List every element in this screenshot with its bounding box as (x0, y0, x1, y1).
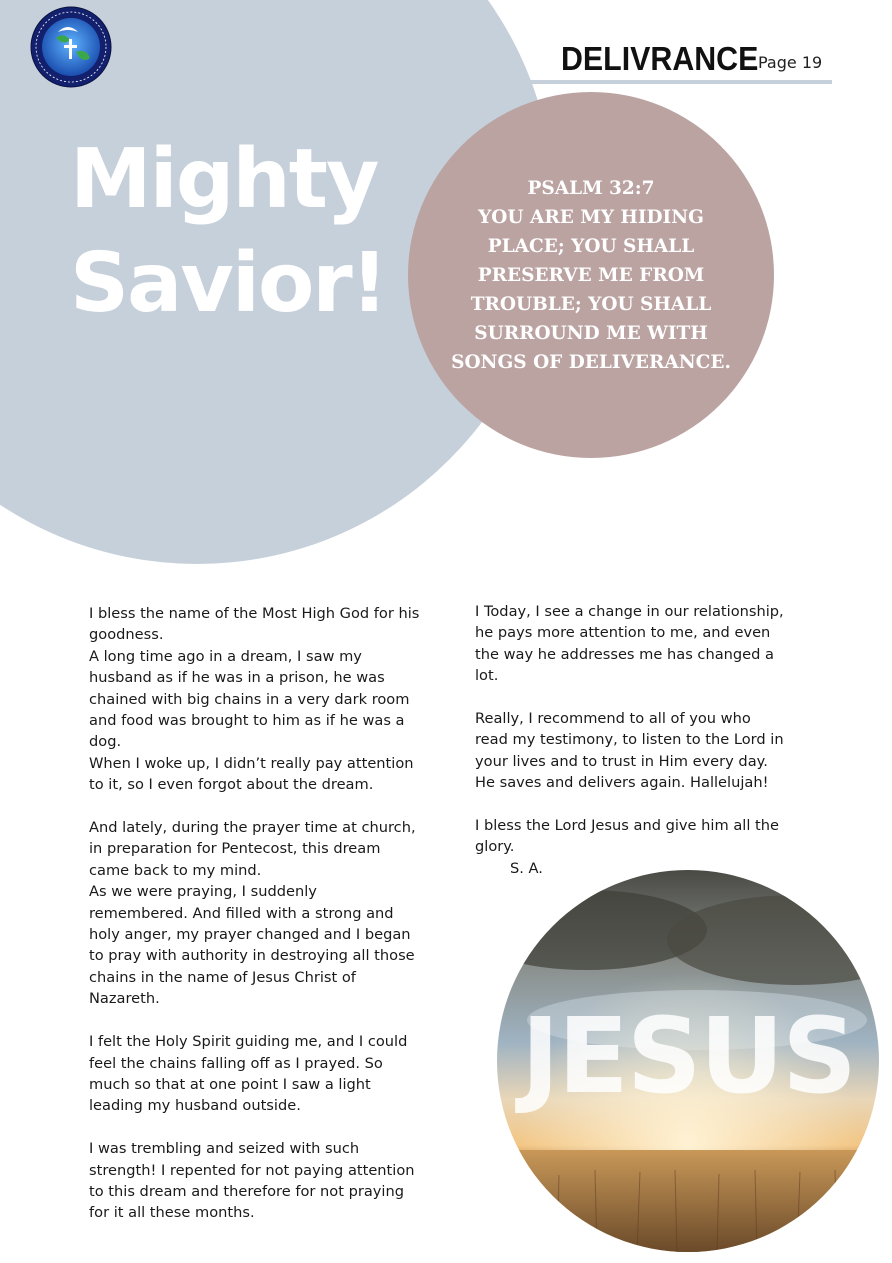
body-text-line: I Today, I see a change in our relationship, (475, 603, 784, 620)
body-text-line: And lately, during the prayer time at church, (89, 819, 416, 837)
body-text-line: goodness. (89, 626, 164, 644)
body-text-line: He saves and delivers again. Hallelujah! (475, 774, 769, 792)
body-text-line: feel the chains falling off as I prayed. So (89, 1054, 383, 1072)
paragraph-gap (89, 796, 449, 817)
body-text-line: to it, so I even forgot about the dream. (89, 776, 374, 794)
jesus-sky-image (497, 870, 879, 1252)
paragraph-gap (89, 1010, 449, 1031)
body-text-line: leading my husband outside. (89, 1097, 301, 1115)
paragraph-gap (475, 794, 835, 815)
jesus-word: JESUS (521, 995, 855, 1117)
body-text-line: glory. (475, 838, 515, 856)
testimony-right-column (475, 601, 835, 879)
hero-line-2: Savior! (70, 236, 387, 331)
body-text-line: I was trembling and seized with such (89, 1140, 360, 1158)
section-title: DELIVRANCE (561, 40, 759, 77)
psalm-reference: PSALM 32:7 (527, 178, 655, 199)
church-logo (28, 6, 114, 88)
psalm-line: SURROUND ME WITH (474, 323, 708, 344)
body-text-line: Nazareth. (89, 990, 160, 1008)
body-text-line: When I woke up, I didn’t really pay attention (89, 754, 414, 772)
body-text-line: read my testimony, to listen to the Lord in (475, 731, 784, 749)
psalm-line: PLACE; YOU SHALL (487, 236, 695, 257)
body-text-line: to pray with authority in destroying all those (89, 947, 415, 965)
body-text-line: strength! I repented for not paying attention (89, 1161, 415, 1179)
body-text-line: in preparation for Pentecost, this dream (89, 840, 381, 858)
hero-line-1: Mighty (70, 132, 378, 227)
body-text-line: I bless the name of the Most High God for his (89, 605, 420, 622)
body-text-line: I bless the Lord Jesus and give him all the (475, 817, 779, 835)
signature: S. A. (510, 859, 543, 877)
body-text-line: chains in the name of Jesus Christ of (89, 968, 356, 986)
body-text-line: much so that at one point I saw a light (89, 1075, 371, 1093)
right-column-lines (475, 601, 835, 858)
body-text-line: Really, I recommend to all of you who (475, 710, 751, 728)
body-text-line: lot. (475, 667, 499, 685)
body-text-line: came back to my mind. (89, 861, 262, 879)
body-text-line: for it all these months. (89, 1204, 255, 1222)
paragraph-gap (475, 687, 835, 708)
body-text-line: the way he addresses me has changed a (475, 645, 774, 663)
body-text-line: I felt the Holy Spirit guiding me, and I could (89, 1033, 408, 1051)
body-text-line: remembered. And filled with a strong and (89, 904, 394, 922)
hero-title (70, 128, 386, 336)
body-text-line: and food was brought to him as if he was a (89, 712, 405, 730)
body-text-line: A long time ago in a dream, I saw my (89, 647, 362, 665)
body-text-line: he pays more attention to me, and even (475, 624, 771, 642)
psalm-line: YOU ARE MY HIDING (478, 207, 704, 228)
body-text-line: holy anger, my prayer changed and I began (89, 926, 411, 944)
psalm-line: TROUBLE; YOU SHALL (470, 294, 712, 315)
testimony-left-column (89, 603, 449, 1224)
psalm-line: SONGS OF DELIVERANCE. (451, 352, 731, 373)
body-text-line: to this dream and therefore for not praying (89, 1182, 404, 1200)
psalm-quote (435, 174, 747, 377)
body-text-line: As we were praying, I suddenly (89, 883, 317, 901)
paragraph-gap (89, 1117, 449, 1138)
psalm-line: PRESERVE ME FROM (477, 265, 705, 286)
header-divider (526, 80, 832, 84)
page-number: Page 19 (758, 53, 823, 72)
jesus-sky-illustration (497, 870, 879, 1252)
body-text-line: dog. (89, 733, 122, 751)
body-text-line: husband as if he was in a prison, he was (89, 669, 385, 687)
body-text-line: chained with big chains in a very dark room (89, 690, 410, 708)
body-text-line: your lives and to trust in Him every day. (475, 752, 768, 770)
